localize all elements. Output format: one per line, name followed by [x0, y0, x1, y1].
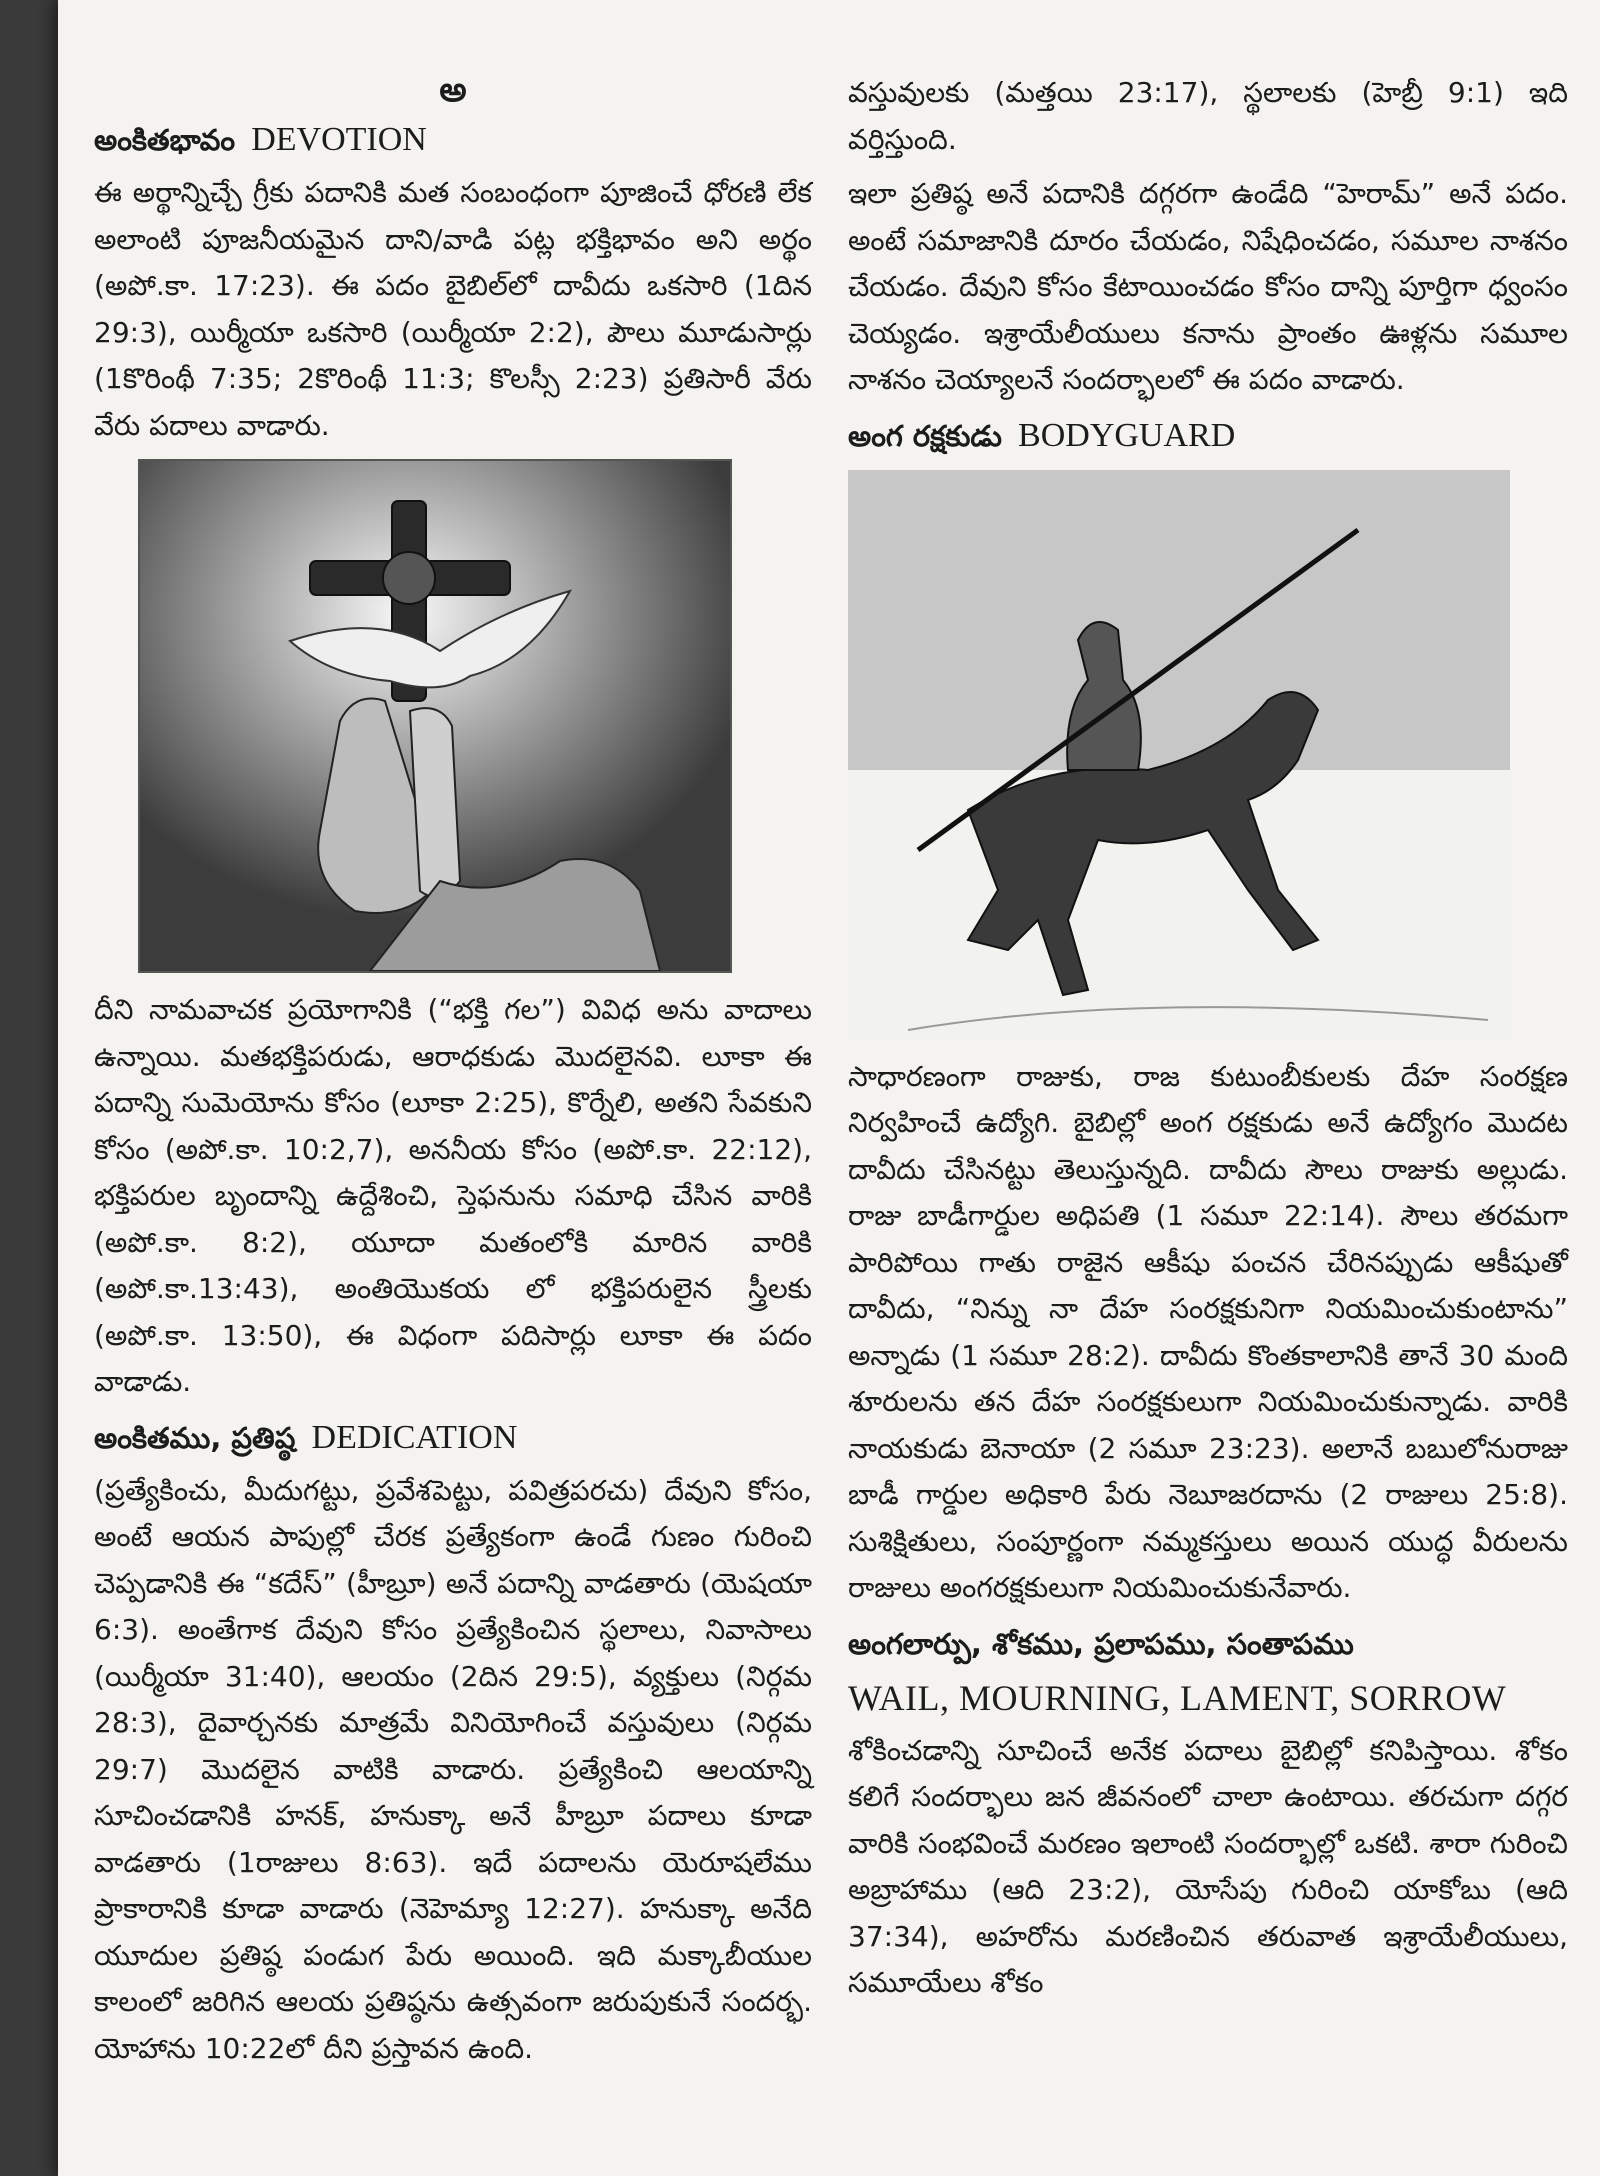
entry-paragraph: దీని నామవాచక ప్రయోగానికి (“భక్తి గల”) వివిధ అను వాదాలు ఉన్నాయి. మతభక్తిపరుడు, ఆరాధకుడు మొదలైనవి. లూకా ఈ పదాన్ని సుమెయోను కోసం (లూకా 2:25), కొర్నేలి, అతని సేవకుని కోసం (అపో.కా. 10:2,7), అననీయ కోసం (అపో.కా. 22:12), భక్తిపరుల బృందాన్ని ఉద్దేశించి, స్తెఫనును సమాధి చేసిన వారికి (అపో.కా. 8:2), యూదా మతంలోకి మారిన వారికి (అపో.కా.13:43), అంతియొకయ లో భక్తిపరులైన స్త్రీలకు (అపో.కా. 13:50), ఈ విధంగా పదిసార్లు లూకా ఈ పదం వాడాడు.	[94, 993, 812, 1398]
entry-paragraph: ఇలా ప్రతిష్ఠ అనే పదానికి దగ్గరగా ఉండేది “హెరామ్” అనే పదం. అంటే సమాజానికి దూరం చేయడం, నిషేధించడం, సమూల నాశనం చేయడం. దేవుని కోసం కేటాయించడం కోసం దాన్ని పూర్తిగా ధ్వంసం చెయ్యడం. ఇశ్రాయేలీయులు కనాను ప్రాంతం ఊళ్లను సమూల నాశనం చెయ్యాలనే సందర్భాలలో ఈ పదం వాడారు.	[848, 177, 1568, 396]
book-page	[58, 0, 1600, 2176]
entry-paragraph: (ప్రత్యేకించు, మీదుగట్టు, ప్రవేశపెట్టు, పవిత్రపరచు) దేవుని కోసం, అంటే ఆయన పాపుల్లో చేరక ప్రత్యేకంగా ఉండే గుణం గురించి చెప్పడానికి ఈ “కదేస్” (హీబ్రూ) అనే పదాన్ని వాడతారు (యెషయా 6:3). అంతేగాక దేవుని కోసం ప్రత్యేకించిన స్థలాలు, నివాసాలు (యిర్మీయా 31:40), ఆలయం (2దిన 29:5), వ్యక్తులు (నిర్గమ 28:3), దైవార్చనకు మాత్రమే వినియోగించే వస్తువులు (నిర్గమ 29:7) మొదలైన వాటికి వాడారు. ప్రత్యేకించి ఆలయాన్ని సూచించడానికి హనక్, హనుక్కా అనే హీబ్రూ పదాలు కూడా వాడతారు (1రాజులు 8:63). ఇదే పదాలను యెరూషలేము ప్రాకారానికి కూడా వాడారు (నెహెమ్యా 12:27). హనుక్కా అనేది యూదుల ప్రతిష్ఠ పండుగ పేరు అయింది. ఇది మక్కాబీయుల కాలంలో జరిగిన ఆలయ ప్రతిష్ఠను ఉత్సవంగా జరుపుకునే సందర్భ. యోహాను 10:22లో దీని ప్రస్తావన ఉంది.	[94, 1473, 812, 2065]
left-column	[94, 70, 812, 2080]
entry-paragraph: శోకించడాన్ని సూచించే అనేక పదాలు బైబిల్లో కనిపిస్తాయి. శోకం కలిగే సందర్భాలు జన జీవనంలో చాలా ఉంటాయి. తరచుగా దగ్గర వారికి సంభవించే మరణం ఇలాంటి సందర్భాల్లో ఒకటి. శారా గురించి అబ్రాహాము (ఆది 23:2), యోసేపు గురించి యాకోబు (ఆది 37:34), అహరోను మరణించిన తరువాత ఇశ్రాయేలీయులు, సమూయేలు శోకం	[848, 1733, 1568, 1999]
devotion-illustration	[138, 459, 732, 973]
entry-heading-devotion	[94, 116, 812, 164]
entry-heading-english: WAIL, MOURNING, LAMENT, SORROW	[848, 1677, 1507, 1718]
entry-heading-telugu: అంగలార్పు, శోకము, ప్రలాపము, సంతాపము	[848, 1626, 1354, 1661]
entry-heading-english: DEDICATION	[311, 1418, 518, 1456]
cross-dove-praying-hands-icon	[140, 461, 730, 971]
entry-heading-wail	[848, 1620, 1568, 1668]
section-letter: అ	[439, 70, 467, 110]
entry-heading-dedication	[94, 1414, 812, 1462]
entry-heading-english: DEVOTION	[251, 121, 427, 158]
entry-heading-telugu: అంగ రక్షకుడు	[848, 418, 1002, 453]
entry-heading-english: BODYGUARD	[1018, 416, 1236, 454]
right-column	[848, 70, 1568, 2015]
entry-paragraph: వస్తువులకు (మత్తయి 23:17), స్థలాలకు (హెబ్రీ 9:1) ఇది వర్తిస్తుంది.	[848, 76, 1568, 156]
horseman-with-spear-icon	[848, 470, 1510, 1040]
bodyguard-illustration	[848, 470, 1510, 1040]
entry-heading-bodyguard	[848, 412, 1568, 460]
entry-paragraph: సాధారణంగా రాజుకు, రాజ కుటుంబీకులకు దేహ సంరక్షణ నిర్వహించే ఉద్యోగి. బైబిల్లో అంగ రక్షకుడు అనే ఉద్యోగం మొదట దావీదు చేసినట్టు తెలుస్తున్నది. దావీదు సౌలు రాజుకు అల్లుడు. రాజు బాడీగార్డుల అధిపతి (1 సమూ 22:14). సౌలు తరమగా పారిపోయి గాతు రాజైన ఆకీషు పంచన చేరినప్పుడు ఆకీషుతో దావీదు, “నిన్ను నా దేహ సంరక్షకునిగా నియమించుకుంటాను” అన్నాడు (1 సమూ 28:2). దావీదు కొంతకాలానికి తానే 30 మంది శూరులను తన దేహ సంరక్షకులుగా నియమించుకున్నాడు. వారికి నాయకుడు బెనాయా (2 సమూ 23:23). అలానే బబులోనురాజు బాడీ గార్డుల అధికారి పేరు నెబూజరదాను (2 రాజులు 25:8). సుశిక్షితులు, సంపూర్ణంగా నమ్మకస్తులు అయిన యుద్ధ వీరులను రాజులు అంగరక్షకులుగా నియమించుకునేవారు.	[848, 1059, 1568, 1604]
entry-heading-telugu: అంకితభావం	[94, 123, 236, 157]
entry-paragraph: ఈ అర్థాన్నిచ్చే గ్రీకు పదానికి మత సంబంధంగా పూజించే ధోరణి లేక అలాంటి పూజనీయమైన దాని/వాడి పట్ల భక్తిభావం అని అర్థం (అపో.కా. 17:23). ఈ పదం బైబిల్‌లో దావీదు ఒకసారి (1దిన 29:3), యిర్మీయా ఒకసారి (యిర్మీయా 2:2), పౌలు మూడుసార్లు (1కొరింథీ 7:35; 2కొరింథీ 11:3; కొలస్సీ 2:23) ప్రతిసారీ వేరు వేరు పదాలు వాడారు.	[94, 176, 812, 442]
entry-heading-telugu: అంకితము, ప్రతిష్ఠ	[94, 1420, 296, 1455]
